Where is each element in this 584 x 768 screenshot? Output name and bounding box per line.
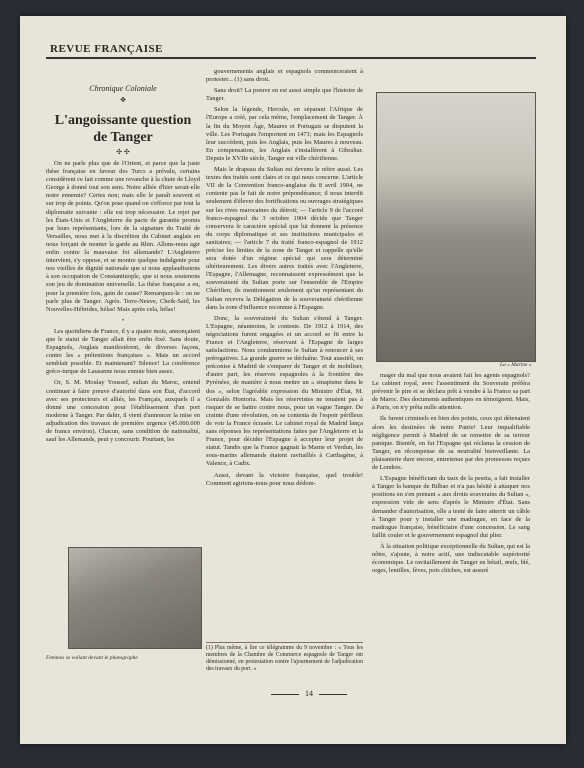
marine-photo — [376, 92, 536, 362]
paragraph: Donc, la souveraineté du Sultan s'étend à Tanger. L'Espagne, néanmoins, le conteste. De 1912 à 1914, des négociations furent engagées et un accord se fit entre la France et l'Angleterre, réservant à l'Espagne de larges satisfactions. Nous condamnions le Sultan à renoncer à ses prérogatives. La grande guerre se déchaîne. Tout aussitôt, on préconise à Madrid de s'emparer de Tanger et de mobiliser, d'autre part, les réserves espagnoles à la frontière des Pyrénées, de manière à nous mettre un « sinapisme dans le dos », selon l'agréable expression du Ministre d'État, M. Gonzalès Hontoria. Mais les réservistes ne tenaient pas à risquer de se battre contre nous, pour un vague Tanger. De crainte d'une révolution, on se contenta de l'espoir périlleux de voir la France écrasée. Le cabinet royal de Madrid lança sans réponses les représentations faites par l'Angleterre et la France, pour décider l'Espagne à accepter leur projet de statut. Tandis que la France gagnait la Marne et Verdun, les sous-marins allemands étaient ravitaillés à Carthagène, à Valence, à Cadix. — [206, 314, 363, 468]
page-number: 14 — [254, 689, 364, 698]
ornament-title: ✣ ✣ — [116, 148, 130, 156]
footnote: (1) Plus même, à lire ce télégramme du 9 novembre : « Tous les membres de la Chambre de Commerce espagnole de Tanger ont démissionné, en protestation contre l'ajournement de l'adjudication des travaux du port. » — [206, 642, 363, 673]
paragraph: Or, S. M. Moulay Youssef, sultan du Maroc, entend continuer à faire preuve d'autorité dans son État, d'accord avec ses protecteurs et alliés, les Français, auxquels il a donné une concession pour l'établissement d'un port moderne à Tanger. Par dahir, il vient d'annoncer la mise en adjudication des travaux de première urgence (45.000.000 de francs environ). Chacun, sans condition de nationalité, sauf les Allemands, peut y concourir. Pourtant, les — [46, 379, 200, 444]
paragraph: Mais le drapeau du Sultan est devenu le nôtre aussi. Les textes des traités sont clairs et ce qui nous concerne. L'article VII de la Convention franco-anglaise du 8 avril 1904, ne contente pas le fait de notre prépondérance; il nous interdit seulement d'élever des fortifications ou ouvrages stratégiques sur les rives marocaines du détroit; — l'article 9 de l'accord franco-espagnol du 3 octobre 1904 décide que Tanger conservera le caractère spécial que lui donnent la présence du corps diplomatique et ses institutions municipales et sanitaires; — l'article 7 du traité franco-espagnol de 1912 précise les limites de la zone de Tanger et rappelle qu'elle sera dotée d'un régime spécial qui sera déterminé ultérieurement. Les divers autres traités avec l'Angleterre, l'Espagne, l'Allemagne, reconnaissent expressément que la souveraineté du Sultan porte sur l'ensemble de l'Empire Chérifien; ils mentionnent seulement qu'un représentant du Sultan recevra la Délégation de la souveraineté chérifienne dans la zone d'influence reconnue à l'Espagne. — [206, 166, 363, 311]
paragraph: Les quotidiens de France, il y a quatre mois, annonçaient que le statut de Tanger allait être enfin fixé. Sans doute, Espagnols, Anglais manifestèrent, de diverses façons, contre les « prétentions françaises ». Mais un accord semblait possible. Et maintenant? Silence! La conférence gréco-turque de Lausanne nous ennuie bien assez. — [46, 327, 200, 376]
column-1 — [46, 160, 200, 447]
ornament-top: ✥ — [120, 96, 126, 104]
section-rubric: Chronique Coloniale — [89, 84, 157, 93]
column-3 — [372, 372, 530, 578]
paragraph: L'Espagne bénéficiant du taux de la peseta, a fait installer à Tanger la banque de Bilbao et n'a pas hésité à attaquer nos positions en s'en prenant « aux droits souverains du Sultan », expression vide de sens d'après le Ministre d'État. Sans demander d'autorisation, elle a tenté de faire atterrir un câble à Tanger pour y installer une madrague, en face de la madrague française, bénéficiaire d'une concession. Le sang faillit couler et le gouvernement espagnol dut plier. — [372, 475, 530, 539]
column-2 — [206, 68, 363, 491]
paragraph: Selon la légende, Hercule, en séparant l'Afrique de l'Europe a créé, par cela même, l'emplacement de Tanger. À la fin du Moyen Âge, Maures et Portugais se disputent la ville. Les Portugais l'emportent en 1471; mais les Espagnols leur succèdent, puis les Anglais, puis les Maures à nouveau. En compensation, les Anglais s'installèrent à Gibraltar. Depuis le XVIIe siècle, Tanger est ville chérifienne. — [206, 106, 363, 162]
paragraph: On ne parle plus que de l'Orient, et parce que la juste thèse française en faveur des Turcs a prévalu, certains considèrent ce fait comme une revanche à la chute de Lloyd George à donné tout son sens. Notre alliée d'hier serait-elle notre ennemie? Certes non; mais elle le paraît souvent et sur trop de points. Qu'on pose quand on s'efforce par tout la diplomatie suivante : elle est trop nécessaire. Le rejet par les États-Unis et l'Angleterre du pacte de garantie promis par leurs représentants, lors de la signature du Traité de Versailles, nous met à la discrétion du Cabinet anglais en nous forçant de monter la garde au Rhin. Allons-nous agir enfin contre la mauvaise foi allemande? L'Angleterre intervient, s'y oppose, et se montre quelque indulgente pour nos vieilles de dignité nationale que si nous applaudissions à son occupation de Constantinople, que si nous soutenons son jeu de domination universelle. La thèse française a eu, pour la première fois, gain de cause? Remarquez-le : on ne parle plus de Tanger. Agrès. Terre-Neuve, Cheik-Saïd, les Nouvelles-Hébrides, hélas! Mais après cela, hélas! — [46, 160, 200, 313]
photo2-caption: Femmes se voilant devant le photographe — [46, 655, 138, 661]
header-rule — [46, 57, 536, 59]
article-title: L'angoissante question de Tanger — [54, 113, 192, 145]
paragraph: gouvernements anglais et espagnols commenceraient à protester... (1) sans droit. — [206, 68, 363, 84]
photo1-caption: La « Marine » — [500, 362, 532, 368]
paragraph: Ils furent criminels en bien des points, ceux qui détenaient alors les destinées de notre Patrie! Leur inqualifiable négligence permit à Madrid de se remettre de sa terreur panique. Bientôt, on fut l'Espagne qui réclama la cession de Tanger, en récompense de sa neutralité bienveillante. La plaisanterie dure encore, entretenue par des promesses reçues de Londres. — [372, 415, 530, 472]
separator: • — [121, 317, 125, 324]
paragraph: mager du mal que nous avaient fait les agents espagnols? Le cabinet royal, avec l'assentiment du Souverain préféra prévenir le pire et se déclara prêt à vendre à la France sa part de Maroc. Des documents authentiques en témoignent. Mais, à Paris, on n'y prêta nulle attention. — [372, 372, 530, 412]
women-photo — [68, 547, 202, 649]
paragraph: Sans droit? La preuve en est aussi simple que l'histoire de Tanger. — [206, 87, 363, 103]
paragraph: À la situation politique exceptionnelle du Sultan, qui est la nôtre, s'ajoute, à notre actif, une indiscutable supériorité économique. Le ravitaillement de Tanger en bétail, œufs, blé, orges, lentilles, fèves, pois chiches, est assuré — [372, 542, 530, 575]
running-head: REVUE FRANÇAISE — [50, 43, 163, 55]
paragraph: Aussi, devant la victoire française, quel trouble! Comment agirions-nous pour nous dédom- — [206, 471, 363, 487]
